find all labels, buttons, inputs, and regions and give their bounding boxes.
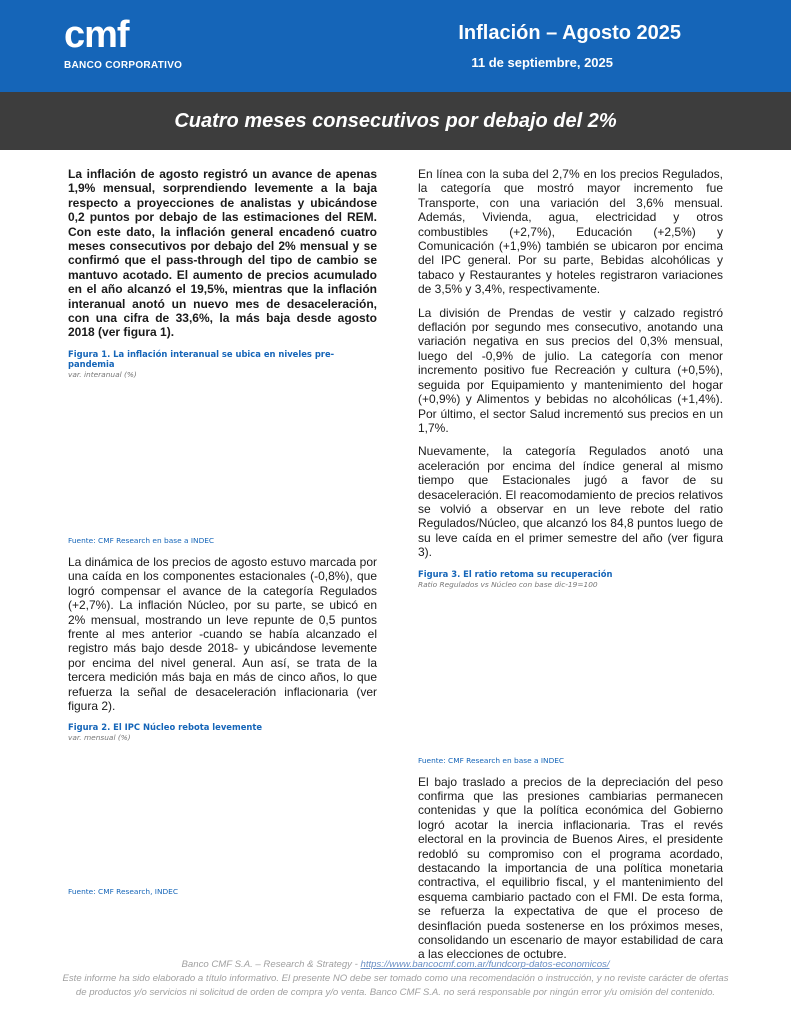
footer-credit-text: Banco CMF S.A. – Research & Strategy - xyxy=(181,959,361,970)
footer-link[interactable]: https://www.bancocmf.com.ar/fundcorp-datos-economicos/ xyxy=(360,959,610,970)
figure-2-subtitle: var. mensual (%) xyxy=(68,733,131,743)
report-date: 11 de septiembre, 2025 xyxy=(471,55,613,70)
intro-paragraph: La inflación de agosto registró un avance de apenas 1,9% mensual, sorprendiendo levemente a la baja respecto a proyecciones de analistas y ubicándose 0,2 puntos por debajo de las estimaciones del REM. Con este dato, la inflación general encadenó cuatro meses consecutivos por debajo del 2% mensual y se confirmó que el pass-through del tipo de cambio se mantuvo acotado. El aumento de precios acumulado en el año alcanzó el 19,5%, mientras que la inflación interanual anotó un nuevo mes de desaceleración, con una cifra de 33,6%, la más baja desde agosto 2018 (ver figura 1). xyxy=(68,167,377,340)
figure-2-chart xyxy=(68,742,377,880)
headline-banner xyxy=(0,92,791,150)
logo-subtitle: BANCO CORPORATIVO xyxy=(64,60,183,71)
figure-1-chart xyxy=(68,379,377,529)
report-header xyxy=(0,0,791,92)
report-title: Inflación – Agosto 2025 xyxy=(458,22,681,44)
body-paragraph-2: La dinámica de los precios de agosto estuvo marcada por una caída en los componentes estacionales (-0,8%), que logró compensar el avance de la categoría Regulados (+2,7%). La inflación Núcleo, por su parte, se ubicó en 2% mensual, mostrando un leve repunte de 0,5 puntos frente al mes anterior -cuando se había alcanzado el registro más bajo desde 2018- y ubicándose levemente por encima del nivel general. Aun así, se trata de la tercera medición más baja en más de cinco años, lo que refuerza la señal de desaceleración inflacionaria (ver figura 2). xyxy=(68,554,377,713)
figure-3-title: Figura 3. El ratio retoma su recuperación xyxy=(418,568,613,579)
right-column xyxy=(418,167,723,971)
cmf-logo[interactable] xyxy=(64,16,182,71)
body-paragraph-3: En línea con la suba del 2,7% en los precios Regulados, la categoría que mostró mayor incremento fue Transporte, con una variación del 3,6% mensual. Además, Vivienda, agua, electricidad y otros combustibles (+2,7%), Educación (+2,5%) y Comunicación (+1,9%) también se ubicaron por encima del IPC general. Por su parte, Bebidas alcohólicas y tabaco y Restaurantes y hoteles registraron variaciones de 3,5% y 3,4%, respectivamente. xyxy=(418,167,723,297)
footer-credit xyxy=(60,958,731,972)
figure-1-title: Figura 1. La inflación interanual se ubica en niveles pre-pandemia xyxy=(68,348,335,369)
figure-3-chart xyxy=(418,589,723,749)
figure-2-title: Figura 2. El IPC Núcleo rebota levemente xyxy=(68,722,263,733)
figure-2-source: Fuente: CMF Research, INDEC xyxy=(68,887,179,897)
headline: Cuatro meses consecutivos por debajo del 2% xyxy=(174,110,617,132)
figure-2 xyxy=(68,722,377,896)
figure-3-subtitle: Ratio Regulados vs Núcleo con base dic-19=100 xyxy=(418,579,598,589)
body-paragraph-6: El bajo traslado a precios de la depreciación del peso confirma que las presiones cambiarias permanecen contenidas y que la política económica del Gobierno logró acotar la inercia inflacionaria. Tras el revés electoral en la provincia de Buenos Aires, el presidente redobló su compromiso con el programa acordado, destacando la importancia de una política monetaria contractiva, el equilibrio fiscal, y el mantenimiento del esquema cambiario pactado con el FMI. De esta forma, se refuerza la expectativa de que el proceso de desinflación pueda sostenerse en los próximos meses, consolidando un escenario de mayor estabilidad de cara a las elecciones de octubre. xyxy=(418,774,723,962)
body-paragraph-5: Nuevamente, la categoría Regulados anotó una aceleración por encima del índice general al mismo tiempo que Estacionales jugó a favor de su desaceleración. El reacomodamiento de precios relativos se volvió a observar en un leve rebote del ratio Regulados/Núcleo, que alcanzó los 84,8 puntos luego de su leve caída en el primer semestre del año (ver figura 3). xyxy=(418,444,723,560)
left-column xyxy=(68,167,377,906)
footer-disclaimer: Este informe ha sido elaborado a título informativo. El presente NO debe ser tomado como una recomendación o instrucción, y no reviste carácter de ofertas de productos y/o servicios ni solicitud de orden de compra y/o venta. Banco CMF S.A. no será responsable por ningún error y/u omisión del contenido. xyxy=(62,973,729,998)
figure-1 xyxy=(68,349,377,545)
body-paragraph-4: La división de Prendas de vestir y calzado registró deflación por segundo mes consecutivo, anotando una variación negativa en sus precios del 0,3% mensual, luego del -0,9% de julio. La categoría con menor incremento positivo fue Recreación y cultura (+0,5%), seguida por Equipamiento y mantenimiento del hogar (+0,9%) y Alimentos y bebidas no alcohólicas (+1,4%). Por último, el sector Salud incrementó sus precios en un 1,7%. xyxy=(418,305,723,435)
figure-1-source: Fuente: CMF Research en base a INDEC xyxy=(68,535,215,545)
logo-wordmark: cmf xyxy=(64,14,129,56)
footer xyxy=(60,958,731,1000)
figure-3 xyxy=(418,569,723,765)
figure-3-source: Fuente: CMF Research en base a INDEC xyxy=(418,755,565,765)
figure-1-subtitle: var. interanual (%) xyxy=(68,369,137,379)
